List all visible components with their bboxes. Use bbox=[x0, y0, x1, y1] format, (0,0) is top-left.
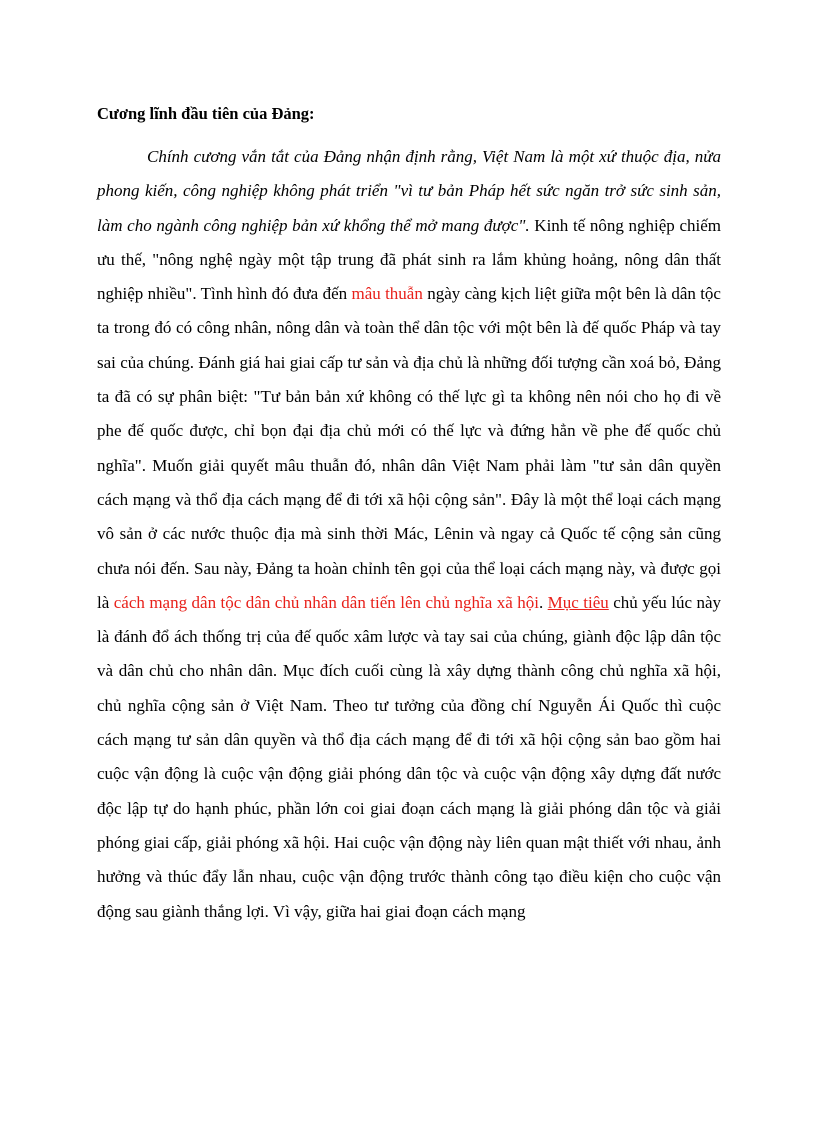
body-text-segment-c: . bbox=[538, 592, 548, 612]
body-paragraph bbox=[97, 140, 721, 929]
highlight-mau-thuan: mâu thuẫn bbox=[351, 284, 423, 304]
body-text-segment-a: Kinh tế nông nghiệp chiếm ưu thế, "nông nghệ ngày một tập trung đã phát sinh ra lắm khủng hoảng, nông dân thất nghiệp nhiều". Tình hình đó đưa đến bbox=[97, 215, 722, 304]
body-text-segment-d: chủ yếu lúc này là đánh đổ ách thống trị của đế quốc xâm lược và tay sai của chúng, giành độc lập dân tộc và dân chủ cho nhân dân. Mục đích cuối cùng là xây dựng thành công chủ nghĩa xã hội, chủ nghĩa cộng sản ở Việt Nam. Theo tư tưởng của đồng chí Nguyễn Ái Quốc thì cuộc cách mạng tư sản dân quyền và thổ địa cách mạng để đi tới xã hội cộng sản bao gồm hai cuộc vận động là cuộc vận động giải phóng dân tộc và cuộc vận động xây dựng đất nước độc lập tự do hạnh phúc, phần lớn coi giai đoạn cách mạng là giải phóng dân tộc và giải phóng giai cấp, giải phóng xã hội. Hai cuộc vận động này liên quan mật thiết với nhau, ảnh hưởng và thúc đẩy lẫn nhau, cuộc vận động trước thành công tạo điều kiện cho cuộc vận động sau giành thắng lợi. Vì vậy, giữa hai giai đoạn cách mạng bbox=[97, 592, 722, 921]
document-page bbox=[97, 102, 721, 929]
highlight-cach-mang: cách mạng dân tộc dân chủ nhân dân tiến lên chủ nghĩa xã hội bbox=[113, 592, 539, 612]
muc-tieu-link[interactable]: Mục tiêu bbox=[547, 592, 609, 612]
section-heading: Cương lĩnh đầu tiên của Đảng: bbox=[97, 104, 315, 123]
body-text-segment-b: ngày càng kịch liệt giữa một bên là dân tộc ta trong đó có công nhân, nông dân và toàn thể dân tộc với một bên là đế quốc Pháp và tay sai của chúng. Đánh giá hai giai cấp tư sản và địa chủ là những đối tượng cần xoá bỏ, Đảng ta đã có sự phân biệt: "Tư bản bản xứ không có thế lực gì ta không nên nói cho họ đi về phe đế quốc được, chỉ bọn đại địa chủ mới có thế lực và đứng hẳn về phe đế quốc chủ nghĩa". Muốn giải quyết mâu thuẫn đó, nhân dân Việt Nam phải làm "tư sản dân quyền cách mạng và thổ địa cách mạng để đi tới xã hội cộng sản". Đây là một thể loại cách mạng vô sản ở các nước thuộc địa mà sinh thời Mác, Lênin và ngay cả Quốc tế cộng sản cũng chưa nói đến. Sau này, Đảng ta hoàn chỉnh tên gọi của thể loại cách mạng này, và được gọi là bbox=[97, 284, 721, 612]
quoted-italic-text: Chính cương vắn tắt của Đảng nhận định rằng, Việt Nam là một xứ thuộc địa, nửa phong kiến, công nghiệp không phát triển "vì tư bản Pháp hết sức ngăn trở sức sinh sản, làm cho ngành công nghiệp bản xứ khổng thể mở mang được". bbox=[97, 147, 721, 235]
